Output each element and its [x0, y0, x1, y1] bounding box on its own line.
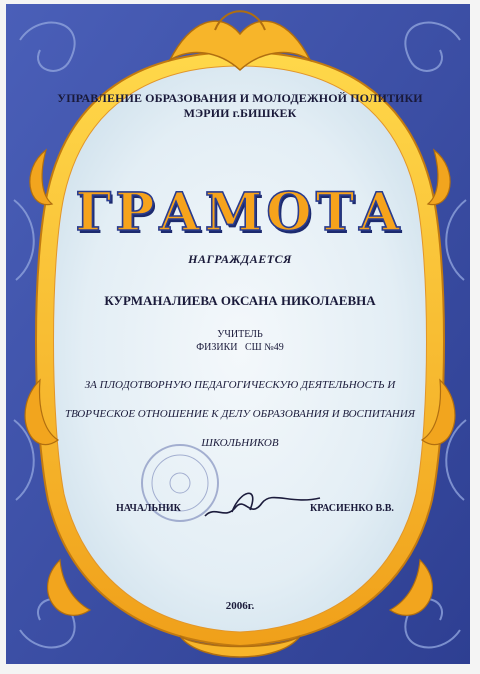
recipient-position: УЧИТЕЛЬ [217, 329, 263, 340]
issuer-line-1: УПРАВЛЕНИЕ ОБРАЗОВАНИЯ И МОЛОДЕЖНОЙ ПОЛИТИКИ [57, 91, 423, 105]
signature-title: НАЧАЛЬНИК [116, 503, 181, 514]
recipient-subject-school: ФИЗИКИ СШ №49 [196, 342, 284, 353]
signatory-name: КРАСИЕНКО В.В. [310, 503, 394, 514]
recipient-name: КУРМАНАЛИЕВА ОКСАНА НИКОЛАЕВНА [104, 293, 376, 308]
reason-line-2: ТВОРЧЕСКОЕ ОТНОШЕНИЕ К ДЕЛУ ОБРАЗОВАНИЯ И ВОСПИТАНИЯ [64, 408, 416, 420]
awarded-label: НАГРАЖДАЕТСЯ [188, 252, 292, 266]
issuer-line-2: МЭРИИ г.БИШКЕК [183, 106, 297, 120]
issue-year: 2006г. [225, 600, 255, 612]
reason-line-3: ШКОЛЬНИКОВ [201, 437, 279, 449]
reason-line-1: ЗА ПЛОДОТВОРНУЮ ПЕДАГОГИЧЕСКУЮ ДЕЯТЕЛЬНОСТЬ И [84, 379, 396, 391]
certificate-title: ГРАМОТА [75, 182, 405, 243]
